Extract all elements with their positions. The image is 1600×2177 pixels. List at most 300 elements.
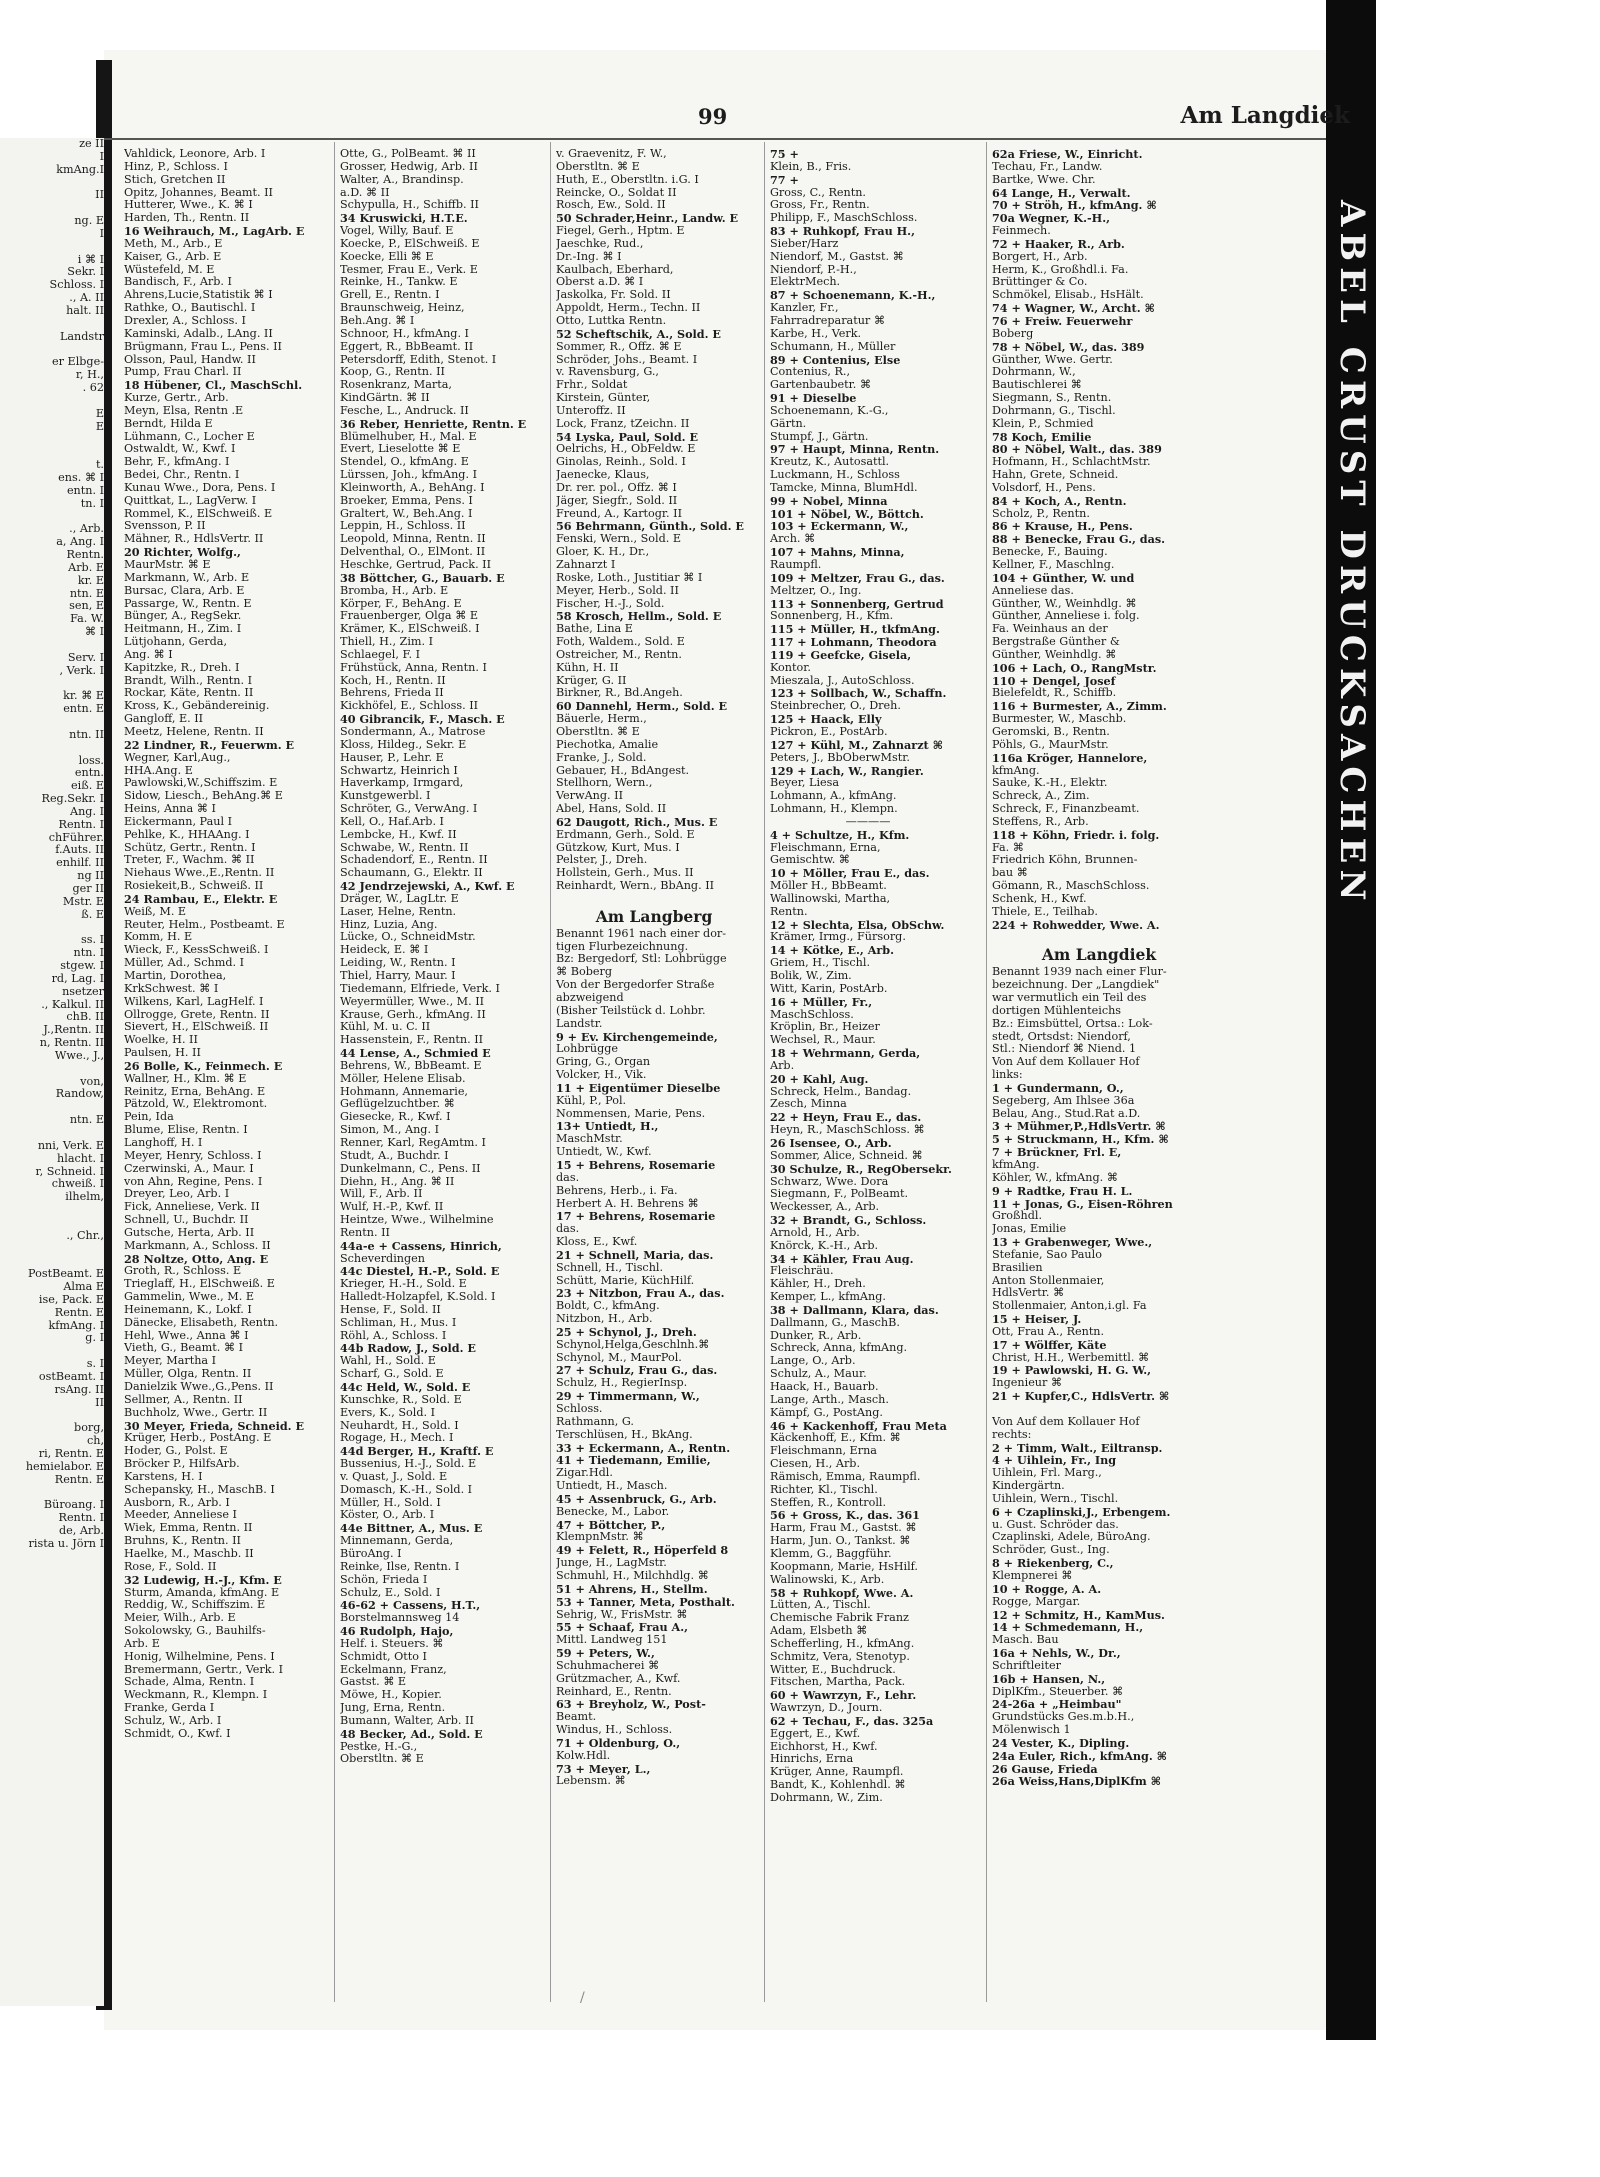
previous-page-edge xyxy=(0,138,104,2006)
directory-entry: Ingenieur ⌘ xyxy=(992,1377,1063,1390)
directory-entry: Lock, Franz, tZeichn. II xyxy=(556,417,690,430)
previous-page-fragment: Rentn. E xyxy=(54,1305,104,1319)
directory-entry: 18 + Wehrmann, Gerda, xyxy=(770,1047,921,1060)
directory-entry: Fesche, L., Andruck. II xyxy=(340,404,469,417)
directory-entry: Rämisch, Emma, Raumpfl. xyxy=(770,1470,921,1483)
directory-entry: 5 + Struckmann, H., Kfm. ⌘ xyxy=(992,1133,1169,1147)
directory-entry: Belau, Ang., Stud.Rat a.D. xyxy=(992,1107,1141,1120)
directory-entry: Schuhmacherei ⌘ xyxy=(556,1659,660,1672)
directory-entry: Stollenmaier, Anton,i.gl. Fa xyxy=(992,1300,1147,1313)
directory-entry: Sidow, Liesch., BehAng.⌘ E xyxy=(124,790,283,803)
previous-page-fragment: borg, xyxy=(74,1421,104,1435)
directory-entry: Arb. xyxy=(770,1059,795,1072)
previous-page-fragment: Alma E xyxy=(63,1280,104,1294)
directory-entry: 16a + Nehls, W., Dr., xyxy=(992,1647,1121,1660)
directory-entry: Pehlke, K., HHAAng. I xyxy=(124,828,250,841)
previous-page-fragment xyxy=(0,716,104,729)
directory-entry: 4 + Uihlein, Fr., Ing xyxy=(992,1454,1117,1468)
directory-entry: Fick, Anneliese, Verk. II xyxy=(124,1201,260,1214)
directory-entry: 24 Rambau, E., Elektr. E xyxy=(124,892,278,906)
directory-entry: Gartenbaubetr. ⌘ xyxy=(770,379,872,392)
directory-entry: Hense, F., Sold. II xyxy=(340,1303,441,1316)
directory-entry: Schnell, U., Buchdr. II xyxy=(124,1214,249,1227)
previous-page-fragment: a, Ang. I xyxy=(56,535,104,549)
previous-page-fragment xyxy=(0,1243,104,1256)
directory-entry: Leppin, H., Schloss. II xyxy=(340,520,466,533)
directory-entry: links: xyxy=(992,1069,1023,1082)
directory-entry: Behrens, Herb., i. Fa. xyxy=(556,1184,678,1197)
directory-entry: Rosiekeit,B., Schweiß. II xyxy=(124,880,264,893)
directory-entry: Contenius, R., xyxy=(770,366,850,379)
directory-entry: Herbert A. H. Behrens ⌘ xyxy=(556,1197,699,1210)
previous-page-fragment: rista u. Jörn I xyxy=(28,1536,104,1550)
street-heading: Am Langdiek xyxy=(1041,945,1157,965)
directory-entry: Neuhardt, H., Sold. I xyxy=(340,1419,459,1432)
directory-entry: Braunschweig, Heinz, xyxy=(340,302,465,315)
directory-entry: Lohmann, A., kfmAng. xyxy=(770,790,897,803)
directory-entry: 107 + Mahns, Minna, xyxy=(770,546,905,559)
directory-entry: Hohmann, Annemarie, xyxy=(340,1085,468,1098)
page-header xyxy=(104,100,1362,136)
previous-page-fragment: ilhelm, xyxy=(65,1190,104,1204)
directory-entry: Günther, Wwe. Gertr. xyxy=(992,353,1113,366)
directory-entry: 42 Jendrzejewski, A., Kwf. E xyxy=(340,880,515,893)
directory-entry: 24a Euler, Rich., kfmAng. ⌘ xyxy=(992,1749,1167,1763)
directory-entry: Kunstgewerbl. I xyxy=(340,790,431,803)
directory-entry: v. Ravensburg, G., xyxy=(556,366,659,379)
directory-entry: Simon, M., Ang. I xyxy=(340,1124,440,1137)
directory-entry: 26 Isensee, O., Arb. xyxy=(770,1136,892,1150)
directory-entry: Woelke, H. II xyxy=(124,1034,198,1047)
directory-entry: Lücke, O., SchneidMstr. xyxy=(340,931,476,944)
directory-entry: Diehn, H., Ang. ⌘ II xyxy=(340,1175,455,1188)
directory-entry: 86 + Krause, H., Pens. xyxy=(992,520,1133,534)
directory-entry: Evers, K., Sold. I xyxy=(340,1406,436,1419)
directory-entry: Rathke, O., Bautischl. I xyxy=(124,302,256,315)
directory-entry: Kaulbach, Eberhard, xyxy=(556,263,674,276)
directory-entry: Kanzler, Fr., xyxy=(770,302,839,315)
directory-entry: 7 + Brückner, Frl. E, xyxy=(992,1146,1122,1159)
directory-entry: Schumann, H., Müller xyxy=(770,340,896,353)
directory-entry: Lohmann, H., Klempn. xyxy=(770,803,898,816)
directory-entry: Reinhard, E., Rentn. xyxy=(556,1685,672,1698)
directory-entry: Richter, Kl., Tischl. xyxy=(770,1483,878,1496)
directory-entry: Schnell, H., Tischl. xyxy=(556,1261,664,1274)
directory-entry: Sievert, H., ElSchweiß. II xyxy=(124,1021,269,1034)
directory-entry: Heinemann, K., Lokf. I xyxy=(124,1303,252,1316)
directory-entry: Blümelhuber, H., Mal. E xyxy=(340,430,477,443)
directory-entry: Freund, A., Kartogr. II xyxy=(556,507,683,520)
directory-entry: bezeichnung. Der „Langdiek" xyxy=(992,979,1160,992)
previous-page-fragment: rd, Lag. I xyxy=(51,971,104,985)
directory-entry: Wiek, Emma, Rentn. II xyxy=(124,1522,253,1535)
directory-entry: Svensson, P. II xyxy=(124,520,206,533)
directory-entry: KlempnMstr. ⌘ xyxy=(556,1531,644,1544)
directory-entry: 8 + Riekenberg, C., xyxy=(992,1557,1114,1570)
directory-entry: 3 + Mühmer,P.,HdlsVertr. ⌘ xyxy=(992,1120,1166,1134)
directory-entry: Brasilien xyxy=(992,1261,1043,1274)
directory-entry: Kunau Wwe., Dora, Pens. I xyxy=(124,481,276,494)
previous-page-fragment: tn. I xyxy=(80,496,104,510)
directory-entry: Harm, Frau M., Gastst. ⌘ xyxy=(770,1522,917,1535)
directory-entry: Friedrich Köhn, Brunnen- xyxy=(992,854,1138,867)
previous-page-fragment: t. xyxy=(95,458,104,472)
directory-entry: 47 + Böttcher, P., xyxy=(556,1518,666,1532)
directory-entry: Schwartz, Heinrich I xyxy=(340,764,458,777)
page-number: 99 xyxy=(698,104,728,129)
previous-page-fragment xyxy=(0,1127,104,1140)
directory-entry: Ostwaldt, W., Kwf. I xyxy=(124,443,236,456)
directory-entry: Lütten, A., Tischl. xyxy=(770,1599,871,1612)
directory-entry: Ausborn, R., Arb. I xyxy=(124,1496,230,1509)
directory-entry: Koop, G., Rentn. II xyxy=(340,366,445,379)
directory-entry: Schliman, H., Mus. I xyxy=(340,1316,457,1329)
directory-entry: 99 + Nobel, Minna xyxy=(770,494,888,508)
previous-page-fragment xyxy=(0,1063,104,1076)
previous-page-fragment: Reg.Sekr. I xyxy=(41,792,104,806)
directory-entry: 26a Weiss,Hans,DiplKfm ⌘ xyxy=(992,1775,1162,1789)
previous-page-fragment: PostBeamt. E xyxy=(28,1267,104,1281)
directory-entry xyxy=(556,893,752,906)
previous-page-fragment: i ⌘ I xyxy=(77,252,104,266)
directory-entry: Niendorf, M., Gastst. ⌘ xyxy=(770,250,904,263)
directory-entry: kfmAng. xyxy=(992,764,1040,777)
column-divider xyxy=(764,142,765,2002)
directory-entry: Lebensm. ⌘ xyxy=(556,1775,626,1788)
directory-entry: 28 Noltze, Otto, Ang. E xyxy=(124,1252,269,1266)
directory-entry: Gebauer, H., BdAngest. xyxy=(556,764,690,777)
directory-entry: ⌘ Boberg xyxy=(556,966,612,979)
directory-entry: Günther, W., Weinhdlg. ⌘ xyxy=(992,597,1137,610)
directory-entry: Schnoor, H., kfmAng. I xyxy=(340,327,469,340)
directory-entry: Rentn. xyxy=(770,905,808,918)
previous-page-fragment xyxy=(0,433,104,446)
directory-entry: Krüger, Herb., PostAng. E xyxy=(124,1432,272,1445)
directory-entry: 115 + Müller, H., tkfmAng. xyxy=(770,623,940,637)
previous-page-fragment: ens. ⌘ I xyxy=(58,470,104,484)
directory-entry: 89 + Contenius, Else xyxy=(770,353,901,367)
directory-entry: Kleinworth, A., BehAng. I xyxy=(340,481,485,494)
directory-entry: 53 + Tanner, Meta, Posthalt. xyxy=(556,1595,735,1609)
directory-entry: 19 + Pawlowski, H. G. W., xyxy=(992,1364,1152,1378)
directory-entry: Walter, A., Brandinsp. xyxy=(340,173,464,186)
directory-entry: Hauser, P., Lehr. E xyxy=(340,751,444,764)
directory-entry: Dänecke, Elisabeth, Rentn. xyxy=(124,1316,279,1329)
previous-page-fragment xyxy=(0,177,104,190)
directory-entry: Dräger, W., LagLtr. E xyxy=(340,892,459,905)
directory-entry: 113 + Sonnenberg, Gertrud xyxy=(770,597,944,611)
previous-page-fragment xyxy=(0,318,104,331)
directory-entry: Meetz, Helene, Rentn. II xyxy=(124,725,264,738)
directory-entry: Scheverdingen xyxy=(340,1252,425,1265)
directory-entry: Untiedt, W., Kwf. xyxy=(556,1146,652,1159)
directory-entry: Steffen, R., Kontroll. xyxy=(770,1496,887,1509)
directory-entry: Otto, Luttka Rentn. xyxy=(556,314,667,327)
directory-entry: Schütz, Gertr., Rentn. I xyxy=(124,841,256,854)
directory-entry: Rathmann, G. xyxy=(556,1415,634,1428)
directory-entry: (Bisher Teilstück d. Lohbr. xyxy=(556,1004,706,1017)
directory-entry: Lange, O., Arb. xyxy=(770,1355,856,1368)
directory-entry: Kaiser, G., Arb. E xyxy=(124,250,222,263)
directory-entry: Geflügelzuchtber. ⌘ xyxy=(340,1098,455,1111)
directory-entry: Kontor. xyxy=(770,661,811,674)
directory-entry: Reincke, O., Soldat II xyxy=(556,186,677,199)
directory-entry: 11 + Jonas, G., Eisen-Röhren xyxy=(992,1197,1173,1211)
directory-entry: Steinbrecher, O., Dreh. xyxy=(770,700,901,713)
directory-entry: Foth, Waldem., Sold. E xyxy=(556,636,685,649)
previous-page-fragment: hlacht. I xyxy=(57,1151,104,1165)
directory-entry: Schynol,Helga,Geschlnh.⌘ xyxy=(556,1338,710,1351)
directory-entry: a.D. ⌘ II xyxy=(340,186,390,199)
directory-entry: Dunkelmann, C., Pens. II xyxy=(340,1162,481,1175)
directory-entry: 91 + Dieselbe xyxy=(770,392,857,405)
directory-entry: 36 Reber, Henriette, Rentn. E xyxy=(340,417,527,431)
directory-entry: Tiedemann, Elfriede, Verk. I xyxy=(340,982,500,995)
directory-entry: 59 + Peters, W., xyxy=(556,1647,655,1660)
directory-entry: Fiegel, Gerh., Hptm. E xyxy=(556,225,685,238)
directory-entry: Kross, K., Gebändereinig. xyxy=(124,700,270,713)
directory-entry: Bursac, Clara, Arb. E xyxy=(124,584,245,597)
directory-entry: 110 + Dengel, Josef xyxy=(992,674,1116,688)
directory-entry: Lühmann, C., Locher E xyxy=(124,430,255,443)
directory-entry: Jonas, Emilie xyxy=(992,1223,1067,1236)
directory-entry: Bolik, W., Zim. xyxy=(770,970,852,982)
directory-entry: 125 + Haack, Elly xyxy=(770,713,882,726)
directory-entry: Leiding, W., Rentn. I xyxy=(340,957,456,970)
directory-entry: Dallmann, G., MaschB. xyxy=(770,1316,900,1329)
directory-entry: 87 + Schoenemann, K.-H., xyxy=(770,289,936,303)
directory-entry: 12 + Slechta, Elsa, ObSchw. xyxy=(770,918,945,932)
directory-entry: Beyer, Liesa xyxy=(770,777,840,790)
directory-entry: Benannt 1939 nach einer Flur- xyxy=(992,966,1167,979)
directory-entry: Wallinowski, Martha, xyxy=(770,892,891,905)
directory-entry: 1 + Gundermann, O., xyxy=(992,1081,1124,1095)
directory-entry: Langhoff, H. I xyxy=(124,1136,203,1149)
directory-entry: Dohrmann, W., Zim. xyxy=(770,1792,883,1804)
directory-entry: Haack, H., Bauarb. xyxy=(770,1381,879,1393)
directory-entry: Bautischlerei ⌘ xyxy=(992,379,1082,392)
directory-entry: 97 + Haupt, Minna, Rentn. xyxy=(770,443,940,457)
directory-entry: Schefferling, H., kfmAng. xyxy=(770,1637,915,1650)
directory-entry: Ott, Frau A., Rentn. xyxy=(992,1325,1105,1338)
directory-entry: Schmitz, Vera, Stenotyp. xyxy=(770,1650,910,1663)
directory-entry: Herm, K., Großhdl.i. Fa. xyxy=(992,263,1129,276)
directory-column-1 xyxy=(124,148,320,1741)
directory-entry: Frhr., Soldat xyxy=(556,379,628,392)
directory-entry: 55 + Schaaf, Frau A., xyxy=(556,1621,688,1635)
directory-entry: Grützmacher, A., Kwf. xyxy=(556,1672,681,1685)
directory-entry: Quittkat, L., LagVerw. I xyxy=(124,494,257,507)
previous-page-fragment: ⌘ I xyxy=(84,625,104,639)
directory-entry: Wieck, F., KessSchweiß. I xyxy=(124,944,269,957)
directory-entry: Kröplin, Br., Heizer xyxy=(770,1021,880,1034)
previous-page-fragment: ch, xyxy=(86,1434,104,1448)
directory-entry: 70 + Ströh, H., kfmAng. ⌘ xyxy=(992,199,1157,213)
directory-entry: Minnemann, Gerda, xyxy=(340,1535,454,1548)
previous-page-fragment: ß. E xyxy=(81,907,104,921)
directory-entry: Markmann, A., Schloss. II xyxy=(124,1239,271,1252)
directory-entry: Geromski, B., Rentn. xyxy=(992,725,1110,738)
directory-entry: Schade, Alma, Rentn. I xyxy=(124,1676,255,1689)
directory-entry: 44a-e + Cassens, Hinrich, xyxy=(340,1239,502,1253)
directory-entry: Walinowski, K., Arb. xyxy=(770,1573,885,1586)
previous-page-fragment: sen, E xyxy=(69,599,104,613)
directory-entry: Thiell, H., Zim. I xyxy=(340,636,434,649)
previous-page-fragment: kfmAng. I xyxy=(48,1318,104,1332)
directory-entry: Gross, Fr., Rentn. xyxy=(770,199,870,212)
previous-page-fragment: ., Kalkul. II xyxy=(41,997,104,1011)
previous-page-fragment: ntn. E xyxy=(69,586,104,600)
column-divider xyxy=(334,142,335,2002)
directory-entry: Schulz, A., Maur. xyxy=(770,1368,867,1381)
directory-entry: Benannt 1961 nach einer dor- xyxy=(556,927,727,940)
directory-entry: Benecke, F., Bauing. xyxy=(992,546,1108,559)
directory-entry: 25 + Schynol, J., Dreh. xyxy=(556,1325,697,1339)
directory-entry: Reuter, Helm., Postbeamt. E xyxy=(124,918,285,931)
directory-entry: dortigen Mühlenteichs xyxy=(992,1004,1122,1017)
directory-entry: Schütt, Marie, KüchHilf. xyxy=(556,1274,695,1287)
directory-entry: Kemper, L., kfmAng. xyxy=(770,1291,886,1304)
directory-entry: Meier, Wilh., Arb. E xyxy=(124,1612,236,1625)
previous-page-fragment: de, Arb. xyxy=(58,1524,104,1538)
directory-entry: 44c Held, W., Sold. E xyxy=(340,1381,471,1394)
directory-entry: Feinmech. xyxy=(992,225,1051,238)
directory-entry: 116a Kröger, Hannelore, xyxy=(992,751,1148,765)
directory-entry: 26 Gause, Frieda xyxy=(992,1762,1098,1776)
directory-entry: Mölenwisch 1 xyxy=(992,1724,1071,1737)
directory-entry: Bergstraße Günther & xyxy=(992,636,1120,649)
directory-entry: Trieglaff, H., ElSchweiß. E xyxy=(124,1278,275,1291)
directory-entry: 224 + Rohwedder, Wwe. A. xyxy=(992,918,1160,932)
directory-entry: Köhler, W., kfmAng. ⌘ xyxy=(992,1171,1118,1184)
directory-entry: Sondermann, A., Matrose xyxy=(340,725,486,738)
directory-entry: Krieger, H.-H., Sold. E xyxy=(340,1278,467,1291)
directory-entry: 14 + Schmedemann, H., xyxy=(992,1621,1144,1635)
directory-entry: Griem, H., Tischl. xyxy=(770,957,871,970)
directory-entry: Wüstefeld, M. E xyxy=(124,263,215,276)
directory-entry: 33 + Eckermann, A., Rentn. xyxy=(556,1441,731,1455)
previous-page-fragment: r, H., xyxy=(75,368,104,382)
previous-page-fragment: Rentn. xyxy=(66,548,104,561)
directory-entry: Weyermüller, Wwe., M. II xyxy=(340,995,485,1008)
previous-page-fragment: chB. II xyxy=(66,1010,104,1024)
directory-entry: Gangloff, E. II xyxy=(124,713,204,726)
directory-entry: Pickron, E., PostArb. xyxy=(770,725,888,738)
directory-entry: das. xyxy=(556,1171,580,1184)
directory-entry: das. xyxy=(556,1223,580,1236)
directory-entry: Von Auf dem Kollauer Hof xyxy=(992,1056,1140,1069)
directory-entry: Vieth, G., Beamt. ⌘ I xyxy=(124,1342,243,1355)
directory-entry: 58 + Ruhkopf, Wwe. A. xyxy=(770,1586,914,1600)
directory-entry: Uihlein, Wern., Tischl. xyxy=(992,1492,1119,1505)
directory-entry: Stefanie, Sao Paulo xyxy=(992,1248,1102,1261)
directory-entry: Kloss, E., Kwf. xyxy=(556,1236,638,1249)
street-heading: Am Langberg xyxy=(595,906,713,926)
directory-entry: Nitzbon, H., Arb. xyxy=(556,1313,653,1326)
directory-column-2 xyxy=(340,148,536,1766)
directory-entry: Siegmann, S., Rentn. xyxy=(992,392,1112,405)
directory-entry: Hoder, G., Polst. E xyxy=(124,1445,228,1458)
directory-entry: Fleischmann, Erna xyxy=(770,1445,877,1458)
directory-entry: Schulz, W., Arb. I xyxy=(124,1714,222,1727)
directory-entry: Landstr. xyxy=(556,1017,603,1030)
previous-page-fragment: . 62 xyxy=(82,381,104,395)
directory-entry: 76 + Freiw. Feuerwehr xyxy=(992,314,1133,328)
previous-page-fragment: E xyxy=(95,419,104,433)
directory-entry: 52 Scheftschik, A., Sold. E xyxy=(556,327,721,341)
directory-entry: 83 + Ruhkopf, Frau H., xyxy=(770,225,915,238)
previous-page-fragment: J.,Rentn. II xyxy=(43,1023,104,1037)
directory-entry: 78 + Nöbel, W., das. 389 xyxy=(992,340,1145,354)
directory-entry: Schmuhl, H., Milchhdlg. ⌘ xyxy=(556,1569,709,1582)
directory-entry: Komm, H. E xyxy=(124,931,193,944)
previous-page-fragment: Wwe., J., xyxy=(54,1048,104,1062)
previous-page-fragment: ., A. II xyxy=(69,291,104,305)
directory-entry: 71 + Oldenburg, O., xyxy=(556,1736,681,1750)
directory-entry: Schwabe, W., Rentn. II xyxy=(340,841,469,854)
directory-entry: Krause, Gerh., kfmAng. II xyxy=(340,1008,486,1021)
directory-entry: Will, F., Arb. II xyxy=(340,1188,423,1201)
directory-entry: Behrens, W., BbBeamt. E xyxy=(340,1059,482,1072)
directory-entry: Wilkens, Karl, LagHelf. I xyxy=(124,995,264,1008)
directory-entry: 127 + Kühl, M., Zahnarzt ⌘ xyxy=(770,738,943,752)
directory-entry: 24 Vester, K., Dipling. xyxy=(992,1736,1130,1750)
directory-entry: 4 + Schultze, H., Kfm. xyxy=(770,828,910,842)
previous-page-fragment xyxy=(0,446,104,459)
previous-page-fragment: Rentn. I xyxy=(58,817,104,831)
previous-page-fragment: f.Auts. II xyxy=(55,843,104,857)
directory-entry: Petersdorff, Edith, Stenot. I xyxy=(340,353,497,366)
directory-entry: 49 + Felett, R., Höperfeld 8 xyxy=(556,1544,729,1558)
directory-entry: Studt, A., Buchdr. I xyxy=(340,1149,449,1162)
directory-entry: Niehaus Wwe.,E.,Rentn. II xyxy=(124,867,275,880)
directory-entry: Bussenius, H.-J., Sold. E xyxy=(340,1458,477,1471)
directory-entry: Schön, Frieda I xyxy=(340,1573,428,1586)
directory-entry: Kühl, P., Pol. xyxy=(556,1094,627,1107)
directory-entry: DiplKfm., Steuerber. ⌘ xyxy=(992,1685,1124,1698)
directory-column-3 xyxy=(556,148,752,1788)
directory-entry: 23 + Nitzbon, Frau A., das. xyxy=(556,1287,725,1301)
directory-entry: Pelster, J., Dreh. xyxy=(556,854,648,867)
directory-entry: Rentn. II xyxy=(340,1226,390,1239)
directory-entry: Treter, F., Wachm. ⌘ II xyxy=(124,854,255,867)
directory-entry: Delventhal, O., ElMont. II xyxy=(340,546,486,559)
directory-entry: Sommer, Alice, Schneid. ⌘ xyxy=(770,1149,923,1162)
directory-entry: Behr, F., kfmAng. I xyxy=(124,456,230,469)
previous-page-fragment: loss. xyxy=(78,753,104,767)
previous-page-fragment xyxy=(0,395,104,408)
directory-entry: Weiß, M. E xyxy=(124,905,187,918)
directory-entry: v. Graevenitz, F. W., xyxy=(556,148,667,160)
previous-page-fragment: ., Chr., xyxy=(66,1228,104,1242)
directory-entry: Knörck, K.-H., Arb. xyxy=(770,1239,879,1252)
previous-page-fragment: ri, Rentn. E xyxy=(38,1447,104,1461)
directory-entry: Arch. ⌘ xyxy=(770,533,816,546)
directory-entry: Kindergärtn. xyxy=(992,1480,1065,1493)
directory-entry: 9 + Ev. Kirchengemeinde, xyxy=(556,1030,718,1044)
previous-page-fragment: Büroang. I xyxy=(43,1498,104,1512)
directory-entry: Meyer, Herb., Sold. II xyxy=(556,584,679,597)
directory-entry: Dr. rer. pol., Offz. ⌘ I xyxy=(556,481,677,494)
directory-entry: Brügmann, Frau L., Pens. II xyxy=(124,340,282,353)
directory-entry: 72 + Haaker, R., Arb. xyxy=(992,237,1125,251)
directory-entry: Fleischräu. xyxy=(770,1265,834,1278)
directory-entry: Pestke, H.-G., xyxy=(340,1740,418,1753)
directory-entry: Reinhardt, Wern., BbAng. II xyxy=(556,880,715,893)
directory-entry: 26 Bolle, K., Feinmech. E xyxy=(124,1059,283,1073)
directory-entry: Tesmer, Frau E., Verk. E xyxy=(340,263,478,276)
directory-entry: Meltzer, O., Ing. xyxy=(770,584,862,597)
